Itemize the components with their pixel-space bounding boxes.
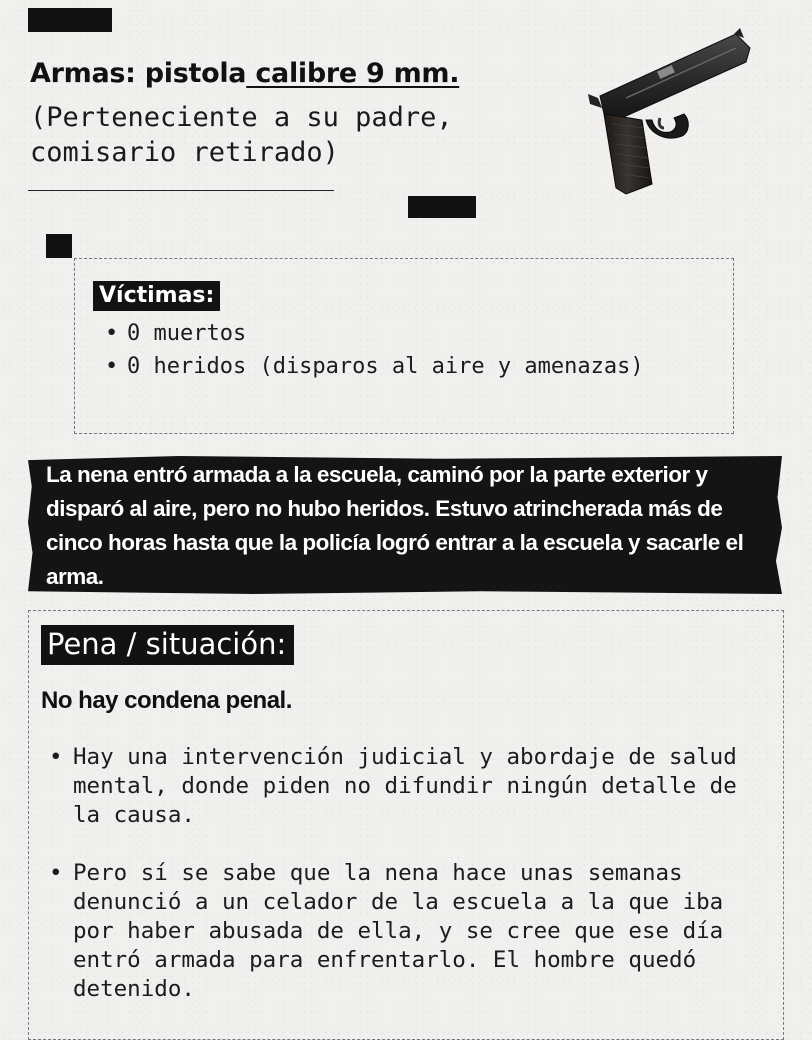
weapon-note-line2: comisario retirado) xyxy=(30,137,339,168)
summary-text: La nena entró armada a la escuela, caminó por la parte exterior y disparó al aire, pero no hubo heridos. Estuvo atrincherada más de cinco horas hasta que la policía logró entrar a la escuela y sacarle el arma. xyxy=(46,462,744,589)
sentence-list xyxy=(47,743,777,1033)
sentence-status: No hay condena penal. xyxy=(41,687,292,714)
list-item: • Pero sí se sabe que la nena hace unas semanas denunció a un celador de la escuela a la que iba por haber abusada de ella, y se cree que ese día entró armada para enfrentarlo. El hombre quedó detenido. xyxy=(47,859,777,1004)
weapon-caliber: calibre 9 mm. xyxy=(246,58,460,89)
list-item: • 0 heridos (disparos al aire y amenazas) xyxy=(105,350,665,383)
list-item: • 0 muertos xyxy=(105,317,665,350)
sentence-label: Pena / situación: xyxy=(41,625,294,665)
sentence-box xyxy=(28,610,784,1040)
weapon-title xyxy=(30,58,459,89)
redaction-bar-top xyxy=(28,8,112,32)
victims-label: Víctimas: xyxy=(93,281,220,311)
weapon-note xyxy=(30,100,453,170)
redaction-bar-small xyxy=(46,234,72,258)
victims-box xyxy=(74,258,734,434)
weapon-note-line1: (Perteneciente a su padre, xyxy=(30,102,453,133)
handgun-image xyxy=(586,24,756,202)
divider-line xyxy=(28,190,334,191)
list-item: • Hay una intervención judicial y abordaje de salud mental, donde piden no difundir ningún detalle de la causa. xyxy=(47,743,777,830)
weapon-title-prefix: Armas: pistola xyxy=(30,58,247,89)
redaction-bar-middle xyxy=(408,196,476,218)
victims-list xyxy=(105,317,665,383)
